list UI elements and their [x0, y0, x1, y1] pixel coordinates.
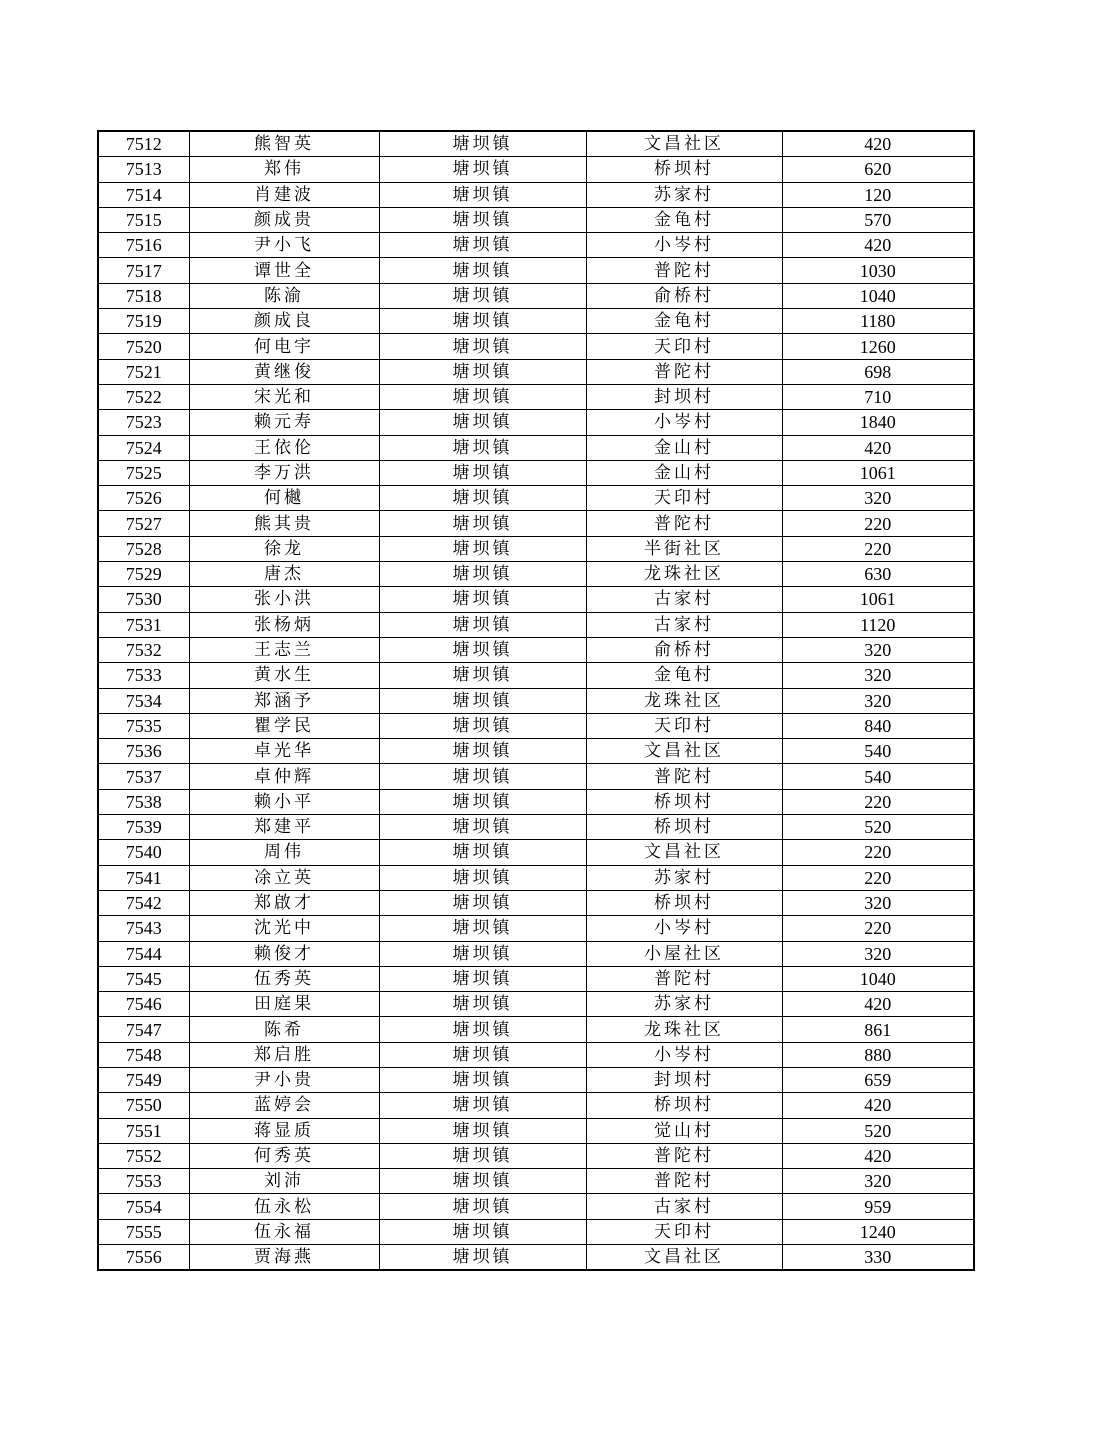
town-cell: 塘坝镇 — [379, 916, 586, 941]
serial-number-cell: 7536 — [98, 739, 189, 764]
name-cell: 黄水生 — [189, 663, 379, 688]
serial-number-cell: 7548 — [98, 1042, 189, 1067]
serial-number-cell: 7551 — [98, 1118, 189, 1143]
table-row — [98, 612, 974, 637]
table-row — [98, 435, 974, 460]
serial-number-cell: 7514 — [98, 182, 189, 207]
village-cell: 普陀村 — [586, 359, 782, 384]
serial-number-cell: 7549 — [98, 1067, 189, 1092]
town-cell: 塘坝镇 — [379, 182, 586, 207]
name-cell: 沈光中 — [189, 916, 379, 941]
amount-cell: 710 — [782, 384, 974, 409]
village-cell: 封坝村 — [586, 384, 782, 409]
amount-cell: 1120 — [782, 612, 974, 637]
village-cell: 普陀村 — [586, 258, 782, 283]
table-row — [98, 334, 974, 359]
amount-cell: 520 — [782, 1118, 974, 1143]
village-cell: 封坝村 — [586, 1067, 782, 1092]
name-cell: 肖建波 — [189, 182, 379, 207]
name-cell: 刘沛 — [189, 1169, 379, 1194]
town-cell: 塘坝镇 — [379, 131, 586, 157]
serial-number-cell: 7535 — [98, 713, 189, 738]
table-row — [98, 1017, 974, 1042]
table-row — [98, 1194, 974, 1219]
amount-cell: 1180 — [782, 309, 974, 334]
town-cell: 塘坝镇 — [379, 233, 586, 258]
table-row — [98, 233, 974, 258]
village-cell: 半街社区 — [586, 536, 782, 561]
serial-number-cell: 7525 — [98, 460, 189, 485]
name-cell: 陈希 — [189, 1017, 379, 1042]
amount-cell: 220 — [782, 789, 974, 814]
village-cell: 普陀村 — [586, 1169, 782, 1194]
serial-number-cell: 7546 — [98, 992, 189, 1017]
name-cell: 周伟 — [189, 840, 379, 865]
name-cell: 唐杰 — [189, 562, 379, 587]
village-cell: 小屋社区 — [586, 941, 782, 966]
village-cell: 天印村 — [586, 713, 782, 738]
serial-number-cell: 7515 — [98, 207, 189, 232]
town-cell: 塘坝镇 — [379, 739, 586, 764]
amount-cell: 320 — [782, 688, 974, 713]
name-cell: 谭世全 — [189, 258, 379, 283]
name-cell: 赖元寿 — [189, 410, 379, 435]
amount-cell: 220 — [782, 916, 974, 941]
serial-number-cell: 7529 — [98, 562, 189, 587]
town-cell: 塘坝镇 — [379, 1118, 586, 1143]
serial-number-cell: 7530 — [98, 587, 189, 612]
town-cell: 塘坝镇 — [379, 410, 586, 435]
table-row — [98, 460, 974, 485]
amount-cell: 1061 — [782, 587, 974, 612]
name-cell: 何樾 — [189, 486, 379, 511]
town-cell: 塘坝镇 — [379, 1042, 586, 1067]
table-row — [98, 309, 974, 334]
town-cell: 塘坝镇 — [379, 865, 586, 890]
name-cell: 熊智英 — [189, 131, 379, 157]
amount-cell: 659 — [782, 1067, 974, 1092]
amount-cell: 1260 — [782, 334, 974, 359]
amount-cell: 320 — [782, 941, 974, 966]
amount-cell: 320 — [782, 663, 974, 688]
amount-cell: 698 — [782, 359, 974, 384]
table-row — [98, 764, 974, 789]
town-cell: 塘坝镇 — [379, 764, 586, 789]
serial-number-cell: 7524 — [98, 435, 189, 460]
name-cell: 宋光和 — [189, 384, 379, 409]
town-cell: 塘坝镇 — [379, 789, 586, 814]
village-cell: 龙珠社区 — [586, 562, 782, 587]
table-row — [98, 1143, 974, 1168]
serial-number-cell: 7541 — [98, 865, 189, 890]
serial-number-cell: 7516 — [98, 233, 189, 258]
amount-cell: 420 — [782, 435, 974, 460]
amount-cell: 570 — [782, 207, 974, 232]
table-row — [98, 131, 974, 157]
village-cell: 普陀村 — [586, 966, 782, 991]
amount-cell: 120 — [782, 182, 974, 207]
town-cell: 塘坝镇 — [379, 157, 586, 182]
town-cell: 塘坝镇 — [379, 486, 586, 511]
amount-cell: 320 — [782, 890, 974, 915]
town-cell: 塘坝镇 — [379, 258, 586, 283]
amount-cell: 861 — [782, 1017, 974, 1042]
table-row — [98, 384, 974, 409]
name-cell: 尹小贵 — [189, 1067, 379, 1092]
amount-cell: 630 — [782, 562, 974, 587]
village-cell: 桥坝村 — [586, 1093, 782, 1118]
village-cell: 桥坝村 — [586, 890, 782, 915]
serial-number-cell: 7528 — [98, 536, 189, 561]
serial-number-cell: 7521 — [98, 359, 189, 384]
amount-cell: 220 — [782, 511, 974, 536]
village-cell: 金龟村 — [586, 309, 782, 334]
amount-cell: 420 — [782, 1093, 974, 1118]
table-row — [98, 562, 974, 587]
village-cell: 天印村 — [586, 486, 782, 511]
town-cell: 塘坝镇 — [379, 815, 586, 840]
serial-number-cell: 7547 — [98, 1017, 189, 1042]
serial-number-cell: 7538 — [98, 789, 189, 814]
town-cell: 塘坝镇 — [379, 966, 586, 991]
roster-table-body — [98, 131, 974, 1270]
serial-number-cell: 7550 — [98, 1093, 189, 1118]
name-cell: 赖小平 — [189, 789, 379, 814]
village-cell: 金龟村 — [586, 207, 782, 232]
town-cell: 塘坝镇 — [379, 207, 586, 232]
serial-number-cell: 7544 — [98, 941, 189, 966]
amount-cell: 420 — [782, 992, 974, 1017]
amount-cell: 959 — [782, 1194, 974, 1219]
amount-cell: 520 — [782, 815, 974, 840]
town-cell: 塘坝镇 — [379, 562, 586, 587]
serial-number-cell: 7540 — [98, 840, 189, 865]
name-cell: 蓝婷会 — [189, 1093, 379, 1118]
town-cell: 塘坝镇 — [379, 587, 586, 612]
name-cell: 卓光华 — [189, 739, 379, 764]
table-row — [98, 865, 974, 890]
amount-cell: 220 — [782, 865, 974, 890]
amount-cell: 320 — [782, 637, 974, 662]
amount-cell: 840 — [782, 713, 974, 738]
amount-cell: 420 — [782, 131, 974, 157]
table-row — [98, 587, 974, 612]
town-cell: 塘坝镇 — [379, 511, 586, 536]
amount-cell: 420 — [782, 1143, 974, 1168]
serial-number-cell: 7519 — [98, 309, 189, 334]
village-cell: 天印村 — [586, 1219, 782, 1244]
name-cell: 何电宇 — [189, 334, 379, 359]
serial-number-cell: 7513 — [98, 157, 189, 182]
name-cell: 李万洪 — [189, 460, 379, 485]
table-row — [98, 992, 974, 1017]
serial-number-cell: 7539 — [98, 815, 189, 840]
name-cell: 瞿学民 — [189, 713, 379, 738]
village-cell: 普陀村 — [586, 1143, 782, 1168]
amount-cell: 620 — [782, 157, 974, 182]
name-cell: 黄继俊 — [189, 359, 379, 384]
serial-number-cell: 7533 — [98, 663, 189, 688]
table-row — [98, 663, 974, 688]
town-cell: 塘坝镇 — [379, 283, 586, 308]
village-cell: 俞桥村 — [586, 637, 782, 662]
table-row — [98, 713, 974, 738]
table-row — [98, 916, 974, 941]
amount-cell: 220 — [782, 840, 974, 865]
village-cell: 古家村 — [586, 1194, 782, 1219]
town-cell: 塘坝镇 — [379, 334, 586, 359]
name-cell: 王志兰 — [189, 637, 379, 662]
name-cell: 伍秀英 — [189, 966, 379, 991]
table-row — [98, 207, 974, 232]
serial-number-cell: 7554 — [98, 1194, 189, 1219]
town-cell: 塘坝镇 — [379, 1143, 586, 1168]
amount-cell: 330 — [782, 1245, 974, 1271]
village-cell: 俞桥村 — [586, 283, 782, 308]
serial-number-cell: 7517 — [98, 258, 189, 283]
village-cell: 文昌社区 — [586, 1245, 782, 1271]
town-cell: 塘坝镇 — [379, 688, 586, 713]
name-cell: 张小洪 — [189, 587, 379, 612]
name-cell: 蒋显质 — [189, 1118, 379, 1143]
town-cell: 塘坝镇 — [379, 612, 586, 637]
serial-number-cell: 7552 — [98, 1143, 189, 1168]
village-cell: 觉山村 — [586, 1118, 782, 1143]
name-cell: 凃立英 — [189, 865, 379, 890]
table-row — [98, 157, 974, 182]
serial-number-cell: 7556 — [98, 1245, 189, 1271]
town-cell: 塘坝镇 — [379, 1194, 586, 1219]
serial-number-cell: 7542 — [98, 890, 189, 915]
village-cell: 金山村 — [586, 435, 782, 460]
town-cell: 塘坝镇 — [379, 536, 586, 561]
amount-cell: 1030 — [782, 258, 974, 283]
town-cell: 塘坝镇 — [379, 309, 586, 334]
table-row — [98, 486, 974, 511]
name-cell: 陈渝 — [189, 283, 379, 308]
town-cell: 塘坝镇 — [379, 1067, 586, 1092]
village-cell: 文昌社区 — [586, 840, 782, 865]
table-row — [98, 1219, 974, 1244]
amount-cell: 540 — [782, 739, 974, 764]
serial-number-cell: 7534 — [98, 688, 189, 713]
town-cell: 塘坝镇 — [379, 840, 586, 865]
serial-number-cell: 7543 — [98, 916, 189, 941]
village-cell: 小岑村 — [586, 410, 782, 435]
village-cell: 苏家村 — [586, 182, 782, 207]
amount-cell: 1061 — [782, 460, 974, 485]
town-cell: 塘坝镇 — [379, 1219, 586, 1244]
name-cell: 卓仲辉 — [189, 764, 379, 789]
table-row — [98, 890, 974, 915]
village-cell: 小岑村 — [586, 1042, 782, 1067]
village-cell: 龙珠社区 — [586, 688, 782, 713]
serial-number-cell: 7555 — [98, 1219, 189, 1244]
name-cell: 熊其贵 — [189, 511, 379, 536]
town-cell: 塘坝镇 — [379, 663, 586, 688]
name-cell: 颜成良 — [189, 309, 379, 334]
village-cell: 桥坝村 — [586, 815, 782, 840]
village-cell: 桥坝村 — [586, 789, 782, 814]
serial-number-cell: 7553 — [98, 1169, 189, 1194]
town-cell: 塘坝镇 — [379, 1169, 586, 1194]
table-row — [98, 511, 974, 536]
serial-number-cell: 7512 — [98, 131, 189, 157]
serial-number-cell: 7523 — [98, 410, 189, 435]
serial-number-cell: 7518 — [98, 283, 189, 308]
table-row — [98, 258, 974, 283]
table-row — [98, 283, 974, 308]
table-row — [98, 1169, 974, 1194]
amount-cell: 420 — [782, 233, 974, 258]
amount-cell: 1040 — [782, 283, 974, 308]
table-row — [98, 739, 974, 764]
village-cell: 文昌社区 — [586, 739, 782, 764]
name-cell: 伍永松 — [189, 1194, 379, 1219]
name-cell: 王依伦 — [189, 435, 379, 460]
town-cell: 塘坝镇 — [379, 637, 586, 662]
village-cell: 金龟村 — [586, 663, 782, 688]
village-cell: 桥坝村 — [586, 157, 782, 182]
table-row — [98, 410, 974, 435]
serial-number-cell: 7545 — [98, 966, 189, 991]
table-row — [98, 1118, 974, 1143]
town-cell: 塘坝镇 — [379, 1093, 586, 1118]
name-cell: 尹小飞 — [189, 233, 379, 258]
town-cell: 塘坝镇 — [379, 1017, 586, 1042]
serial-number-cell: 7526 — [98, 486, 189, 511]
name-cell: 郑涵予 — [189, 688, 379, 713]
village-cell: 苏家村 — [586, 992, 782, 1017]
table-row — [98, 536, 974, 561]
serial-number-cell: 7531 — [98, 612, 189, 637]
name-cell: 颜成贵 — [189, 207, 379, 232]
table-row — [98, 1245, 974, 1271]
town-cell: 塘坝镇 — [379, 941, 586, 966]
table-row — [98, 182, 974, 207]
serial-number-cell: 7527 — [98, 511, 189, 536]
name-cell: 郑啟才 — [189, 890, 379, 915]
serial-number-cell: 7537 — [98, 764, 189, 789]
name-cell: 赖俊才 — [189, 941, 379, 966]
table-row — [98, 688, 974, 713]
table-row — [98, 1093, 974, 1118]
name-cell: 田庭果 — [189, 992, 379, 1017]
town-cell: 塘坝镇 — [379, 384, 586, 409]
roster-table — [97, 130, 975, 1271]
table-row — [98, 359, 974, 384]
serial-number-cell: 7520 — [98, 334, 189, 359]
amount-cell: 320 — [782, 1169, 974, 1194]
village-cell: 苏家村 — [586, 865, 782, 890]
town-cell: 塘坝镇 — [379, 1245, 586, 1271]
village-cell: 金山村 — [586, 460, 782, 485]
amount-cell: 1240 — [782, 1219, 974, 1244]
table-row — [98, 815, 974, 840]
town-cell: 塘坝镇 — [379, 435, 586, 460]
table-row — [98, 840, 974, 865]
amount-cell: 220 — [782, 536, 974, 561]
name-cell: 徐龙 — [189, 536, 379, 561]
name-cell: 郑启胜 — [189, 1042, 379, 1067]
name-cell: 何秀英 — [189, 1143, 379, 1168]
village-cell: 小岑村 — [586, 916, 782, 941]
village-cell: 普陀村 — [586, 511, 782, 536]
village-cell: 文昌社区 — [586, 131, 782, 157]
town-cell: 塘坝镇 — [379, 890, 586, 915]
name-cell: 郑建平 — [189, 815, 379, 840]
village-cell: 古家村 — [586, 612, 782, 637]
name-cell: 伍永福 — [189, 1219, 379, 1244]
name-cell: 贾海燕 — [189, 1245, 379, 1271]
serial-number-cell: 7522 — [98, 384, 189, 409]
town-cell: 塘坝镇 — [379, 359, 586, 384]
amount-cell: 540 — [782, 764, 974, 789]
amount-cell: 320 — [782, 486, 974, 511]
amount-cell: 1840 — [782, 410, 974, 435]
amount-cell: 1040 — [782, 966, 974, 991]
town-cell: 塘坝镇 — [379, 992, 586, 1017]
serial-number-cell: 7532 — [98, 637, 189, 662]
table-row — [98, 789, 974, 814]
name-cell: 郑伟 — [189, 157, 379, 182]
table-row — [98, 1067, 974, 1092]
village-cell: 古家村 — [586, 587, 782, 612]
town-cell: 塘坝镇 — [379, 460, 586, 485]
table-row — [98, 1042, 974, 1067]
village-cell: 小岑村 — [586, 233, 782, 258]
village-cell: 天印村 — [586, 334, 782, 359]
name-cell: 张杨炳 — [189, 612, 379, 637]
amount-cell: 880 — [782, 1042, 974, 1067]
town-cell: 塘坝镇 — [379, 713, 586, 738]
village-cell: 龙珠社区 — [586, 1017, 782, 1042]
table-row — [98, 966, 974, 991]
table-row — [98, 637, 974, 662]
village-cell: 普陀村 — [586, 764, 782, 789]
table-row — [98, 941, 974, 966]
